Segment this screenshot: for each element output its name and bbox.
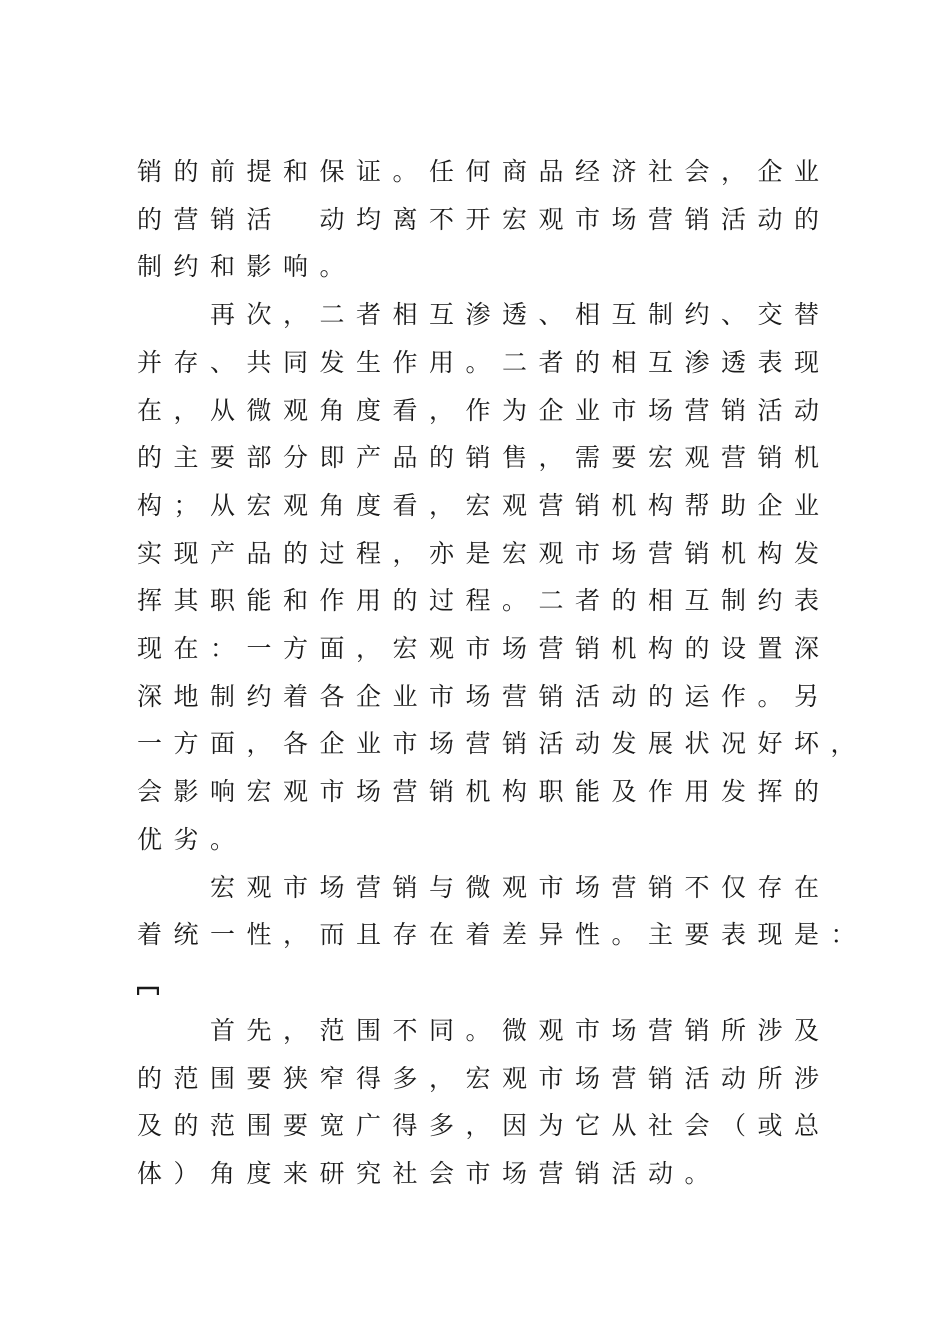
text-line: 一方面，各企业市场营销活动发展状况好坏， — [137, 729, 868, 758]
text-line: 的范围要狭窄得多，宏观市场营销活动所涉 — [137, 1064, 831, 1093]
text-line: 的营销活 动均离不开宏观市场营销活动的 — [137, 205, 831, 234]
text-line: 在，从微观角度看，作为企业市场营销活动 — [137, 396, 831, 425]
text-line: 宏观市场营销与微观市场营销不仅存在 — [137, 873, 831, 902]
text-line: 现在：一方面，宏观市场营销机构的设置深 — [137, 634, 831, 663]
text-line: 制约和影响。 — [137, 252, 357, 281]
text-line: 再次，二者相互渗透、相互制约、交替 — [137, 300, 831, 329]
text-line: 会影响宏观市场营销机构职能及作用发挥的 — [137, 777, 831, 806]
text-line: 构；从宏观角度看，宏观营销机构帮助企业 — [137, 491, 831, 520]
text-line: 的主要部分即产品的销售，需要宏观营销机 — [137, 443, 831, 472]
text-line: 着统一性，而且存在着差异性。主要表现是： — [137, 920, 868, 949]
text-line: 挥其职能和作用的过程。二者的相互制约表 — [137, 586, 831, 615]
text-line: 实现产品的过程，亦是宏观市场营销机构发 — [137, 539, 831, 568]
text-line: 体）角度来研究社会市场营销活动。 — [137, 1159, 722, 1188]
bracket-mark-icon — [137, 986, 159, 996]
text-line: 首先，范围不同。微观市场营销所涉及 — [137, 1016, 831, 1045]
text-line: 深地制约着各企业市场营销活动的运作。另 — [137, 682, 831, 711]
text-line: 优劣。 — [137, 825, 247, 854]
text-line: 销的前提和保证。任何商品经济社会，企业 — [137, 157, 831, 186]
text-line: 及的范围要宽广得多，因为它从社会（或总 — [137, 1111, 831, 1140]
text-line: 并存、共同发生作用。二者的相互渗透表现 — [137, 348, 831, 377]
